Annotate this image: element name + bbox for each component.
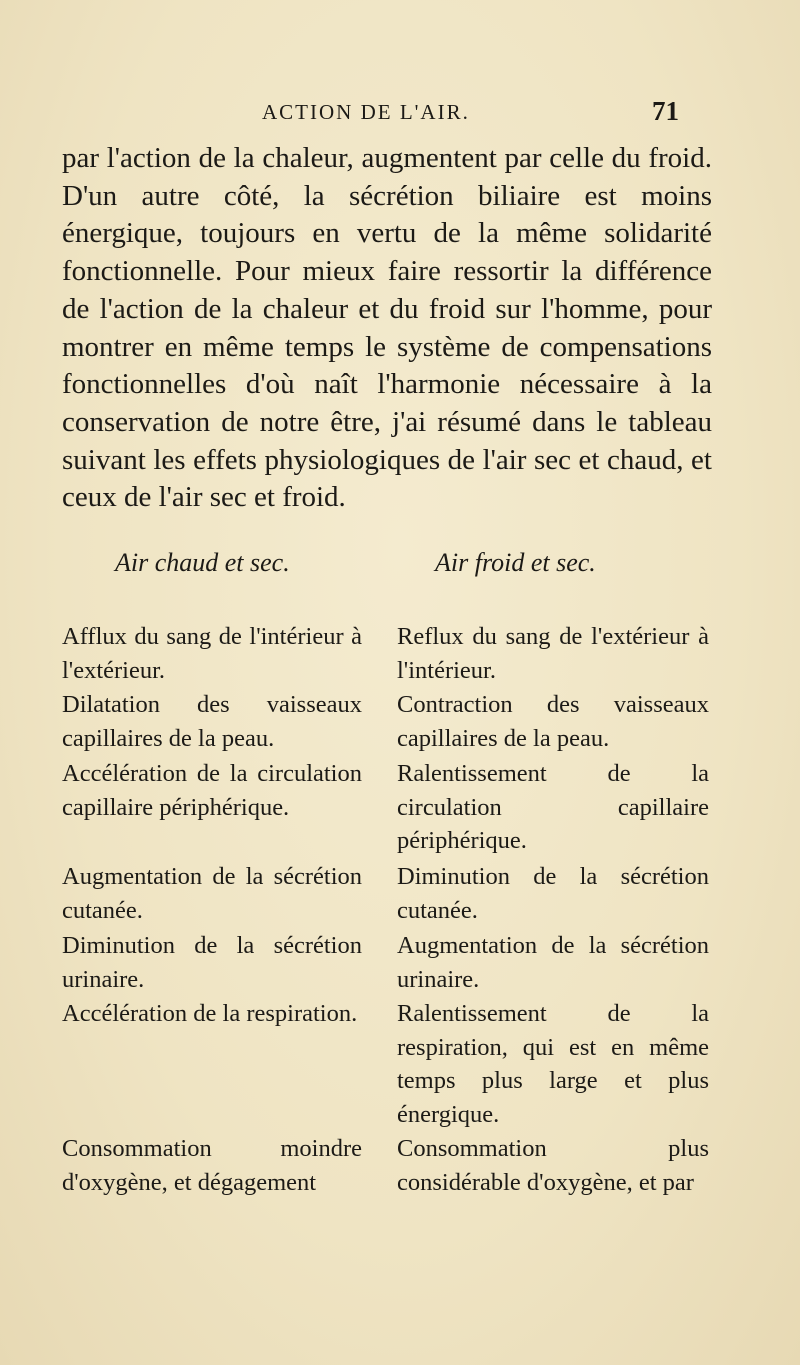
- left-entry-6: Accélération de la respiration.: [62, 1000, 358, 1027]
- column-heading-hot-dry: Air chaud et sec.: [115, 548, 290, 577]
- page-number: 71: [652, 96, 679, 126]
- left-entry-2: Dilatation des vaisseaux capillaires de la peau.: [62, 691, 362, 752]
- running-title: ACTION DE L'AIR.: [262, 100, 470, 124]
- right-entry-3: Ralentissement de la circulation capillaire périphérique.: [397, 760, 709, 854]
- left-entry-3: Accélération de la circulation capillaire périphérique.: [62, 760, 362, 821]
- right-entry-7: Consommation plus considérable d'oxygène, et par: [397, 1135, 709, 1196]
- right-entry-5: Augmentation de la sécrétion urinaire.: [397, 932, 709, 993]
- left-entry-7: Consommation moindre d'oxygène, et dégagement: [62, 1135, 362, 1196]
- right-entry-6: Ralentissement de la respiration, qui est en même temps plus large et plus énergique.: [397, 1000, 709, 1128]
- left-entry-4: Augmentation de la sécrétion cutanée.: [62, 863, 362, 924]
- running-head: [0, 96, 800, 130]
- left-entry-5: Diminution de la sécrétion urinaire.: [62, 932, 362, 993]
- right-entry-4: Diminution de la sécrétion cutanée.: [397, 863, 709, 924]
- body-paragraph: par l'action de la chaleur, augmentent par celle du froid. D'un autre côté, la sécrétion biliaire est moins énergique, toujours en vertu de la même solidarité fonctionnelle. Pour mieux faire ressortir la différence de l'action de la chaleur et du froid sur l'homme, pour montrer en même temps le système de compensations fonctionnelles d'où naît l'harmonie nécessaire à la conservation de notre être, j'ai résumé dans le tableau suivant les effets physiologiques de l'air sec et chaud, et ceux de l'air sec et froid.: [62, 142, 712, 514]
- right-entry-2: Contraction des vaisseaux capillaires de la peau.: [397, 691, 709, 752]
- left-entry-1: Afflux du sang de l'intérieur à l'extérieur.: [62, 623, 362, 684]
- right-entry-1: Reflux du sang de l'extérieur à l'intérieur.: [397, 623, 709, 684]
- column-heading-cold-dry: Air froid et sec.: [435, 548, 596, 577]
